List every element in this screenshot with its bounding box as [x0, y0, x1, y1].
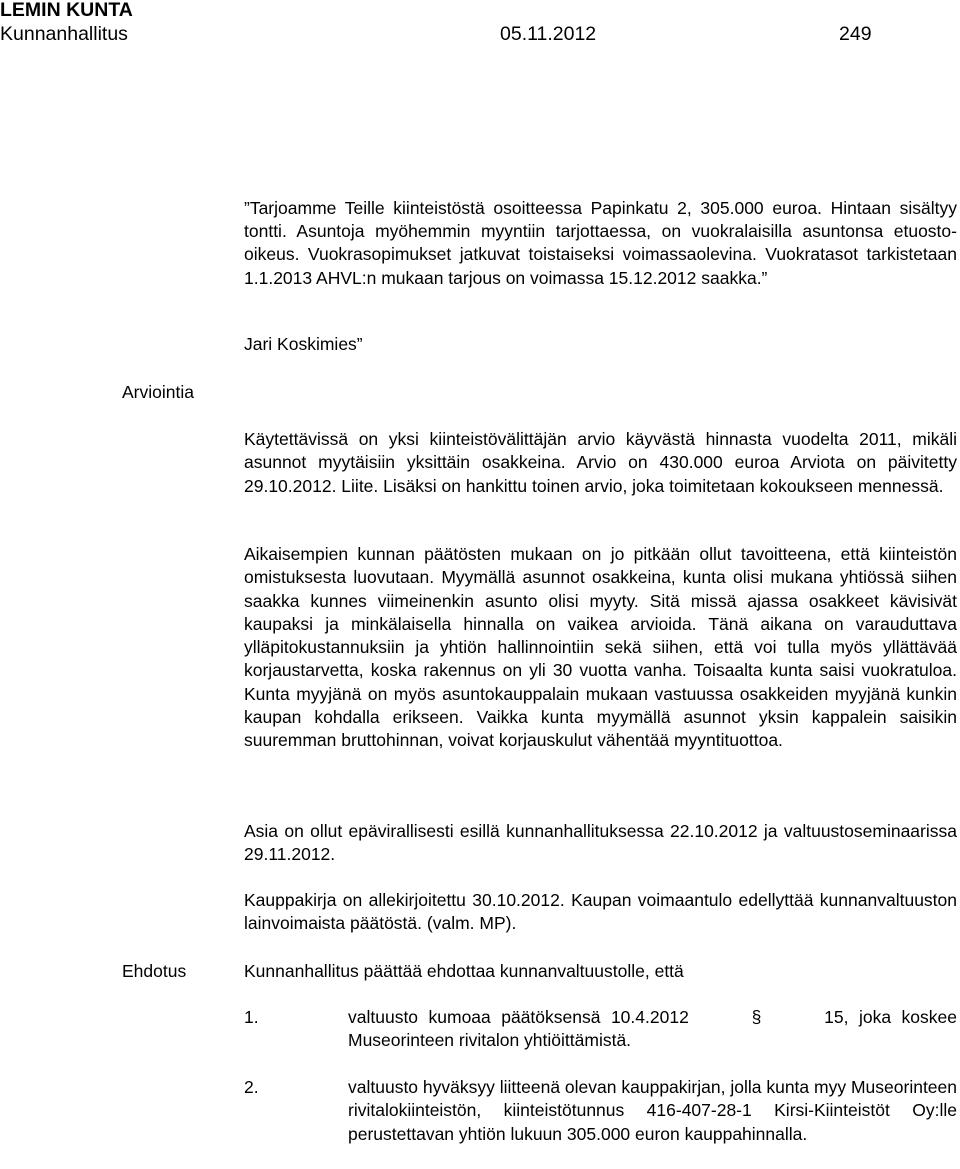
governing-body: Kunnanhallitus	[0, 23, 128, 45]
meeting-date: 05.11.2012	[500, 23, 597, 45]
assessment-paragraph-2: Aikaisempien kunnan päätösten mukaan on jo pitkään ollut tavoitteena, että kiinteistön omistuksesta luovutaan. Myymällä asunnot osakkeina, kunta olisi mukana yhtiössä siihen saakka kunnes viimeinenkin asunto olisi myyty. Sitä missä ajassa osakkeet kävisivät kaupaksi ja minkälaisella hinnalla on vaikea arvioida. Tänä aikana on varauduttava ylläpitokustannuksiin ja yhtiön hallinnointiin sekä siihen, että voi tulla myös yllättävää korjaustarvetta, koska rakennus on yli 30 vuotta vanha. Toisaalta kunta saisi vuokratuloa. Kunta myyjänä on myös asuntokauppalain mukaan vastuussa osakkeiden myyjänä kunkin kaupan kohdalla erikseen. Vaikka kunta myymällä asunnot yksin kappalein saisikin suuremman bruttohinnan, voivat korjauskulut vähentää myyntituottoa.	[244, 544, 957, 751]
assessment-paragraph-3: Asia on ollut epävirallisesti esillä kunnanhallituksessa 22.10.2012 ja valtuustoseminaarissa 29.11.2012.	[244, 821, 957, 865]
quote-signature: Jari Koskimies”	[244, 334, 363, 354]
document-header	[0, 22, 960, 46]
proposal-item-text-start: valtuusto kumoaa päätöksensä 10.4.2012	[348, 1007, 689, 1027]
proposal-item-text: valtuusto hyväksyy liitteenä olevan kauppakirjan, jolla kunta myy Museorinteen rivitalokiinteistön, kiinteistötunnus 416-407-28-1 Kirsi-Kiinteistöt Oy:lle perustettavan yhtiön lukuun 305.000 euron kauppahinnalla.	[348, 1077, 957, 1144]
page-number: 249	[839, 23, 872, 45]
section-label-arviointia: Arviointia	[122, 382, 194, 402]
proposal-item-text-end: 15, joka koskee Museorinteen rivitalon yhtiöittämistä.	[348, 1007, 957, 1051]
offer-quote: ”Tarjoamme Teille kiinteistöstä osoitteessa Papinkatu 2, 305.000 euroa. Hintaan sisältyy tontti. Asuntoja myöhemmin myyntiin tarjottaessa, on vuokralaisilla asuntonsa etuosto-oikeus. Vuokrasopimukset jatkuvat toistaiseksi voimassaolevina. Vuokratasot tarkistetaan 1.1.2013 AHVL:n mukaan tarjous on voimassa 15.12.2012 saakka.”	[244, 198, 957, 288]
section-sign: §	[751, 1007, 762, 1027]
proposal-intro: Kunnanhallitus päättää ehdottaa kunnanvaltuustolle, että	[244, 961, 684, 981]
section-label-ehdotus: Ehdotus	[122, 961, 187, 981]
assessment-paragraph-4: Kauppakirja on allekirjoitettu 30.10.2012. Kaupan voimaantulo edellyttää kunnanvaltuuston lainvoimaista päätöstä. (valm. MP).	[244, 890, 957, 934]
organization-name: LEMIN KUNTA	[0, 0, 133, 21]
assessment-paragraph-1: Käytettävissä on yksi kiinteistövälittäjän arvio käyvästä hinnasta vuodelta 2011, mikäli asunnot myytäisiin yksittäin osakkeina. Arvio on 430.000 euroa Arviota on päivitetty 29.10.2012. Liite. Lisäksi on hankittu toinen arvio, joka toimitetaan kokoukseen mennessä.	[244, 429, 957, 496]
proposal-item-text	[348, 1006, 957, 1053]
proposal-item-number: 2.	[244, 1077, 259, 1097]
proposal-item-number: 1.	[244, 1007, 259, 1027]
